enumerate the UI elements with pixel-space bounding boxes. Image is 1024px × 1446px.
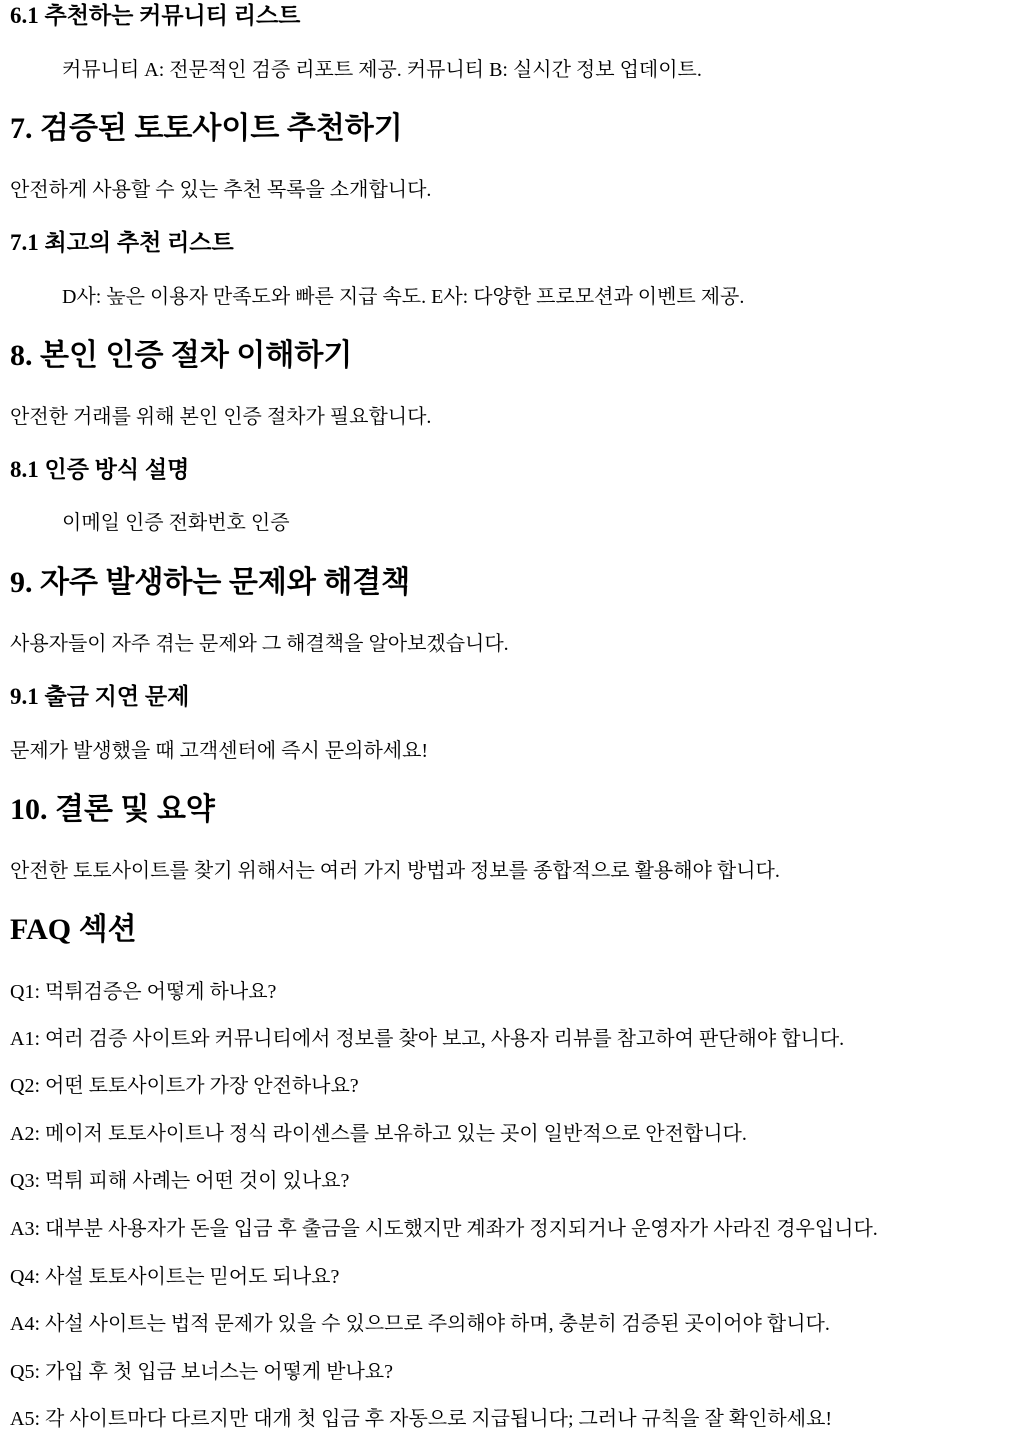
faq-item: Q4: 사설 토토사이트는 믿어도 되나요?	[10, 1266, 340, 1288]
section-9-text: 사용자들이 자주 겪는 문제와 그 해결책을 알아보겠습니다.	[10, 633, 509, 655]
section-8-text: 안전한 거래를 위해 본인 인증 절차가 필요합니다.	[10, 406, 432, 428]
section-9-1-heading: 9.1 출금 지연 문제	[10, 684, 190, 709]
section-6-1-text: 커뮤니티 A: 전문적인 검증 리포트 제공. 커뮤니티 B: 실시간 정보 업데이트.	[62, 59, 702, 81]
faq-heading: FAQ 섹션	[10, 913, 137, 946]
section-8-1-text: 이메일 인증 전화번호 인증	[62, 512, 290, 534]
faq-item: A1: 여러 검증 사이트와 커뮤니티에서 정보를 찾아 보고, 사용자 리뷰를 참고하여 판단해야 합니다.	[10, 1028, 845, 1050]
section-9-heading: 9. 자주 발생하는 문제와 해결책	[10, 566, 411, 599]
section-6-1-heading: 6.1 추천하는 커뮤니티 리스트	[10, 3, 301, 28]
faq-item: A4: 사설 사이트는 법적 문제가 있을 수 있으므로 주의해야 하며, 충분히 검증된 곳이어야 합니다.	[10, 1313, 830, 1335]
faq-item: Q3: 먹튀 피해 사례는 어떤 것이 있나요?	[10, 1170, 350, 1192]
faq-item: Q1: 먹튀검증은 어떻게 하나요?	[10, 981, 277, 1003]
section-9-1-text: 문제가 발생했을 때 고객센터에 즉시 문의하세요!	[10, 740, 429, 762]
faq-item: A5: 각 사이트마다 다르지만 대개 첫 입금 후 자동으로 지급됩니다; 그러나 규칙을 잘 확인하세요!	[10, 1408, 833, 1430]
section-7-1-heading: 7.1 최고의 추천 리스트	[10, 230, 234, 255]
section-7-heading: 7. 검증된 토토사이트 추천하기	[10, 112, 403, 145]
section-7-1-text: D사: 높은 이용자 만족도와 빠른 지급 속도. E사: 다양한 프로모션과 이벤트 제공.	[62, 286, 745, 308]
section-7-text: 안전하게 사용할 수 있는 추천 목록을 소개합니다.	[10, 179, 432, 201]
faq-item: Q5: 가입 후 첫 입금 보너스는 어떻게 받나요?	[10, 1361, 393, 1383]
faq-item: Q2: 어떤 토토사이트가 가장 안전하나요?	[10, 1075, 359, 1097]
section-8-1-heading: 8.1 인증 방식 설명	[10, 457, 190, 482]
faq-item: A2: 메이저 토토사이트나 정식 라이센스를 보유하고 있는 곳이 일반적으로 안전합니다.	[10, 1123, 747, 1145]
section-10-heading: 10. 결론 및 요약	[10, 793, 215, 826]
section-10-text: 안전한 토토사이트를 찾기 위해서는 여러 가지 방법과 정보를 종합적으로 활용해야 합니다.	[10, 860, 780, 882]
section-8-heading: 8. 본인 인증 절차 이해하기	[10, 339, 353, 372]
faq-item: A3: 대부분 사용자가 돈을 입금 후 출금을 시도했지만 계좌가 정지되거나 운영자가 사라진 경우입니다.	[10, 1218, 878, 1240]
